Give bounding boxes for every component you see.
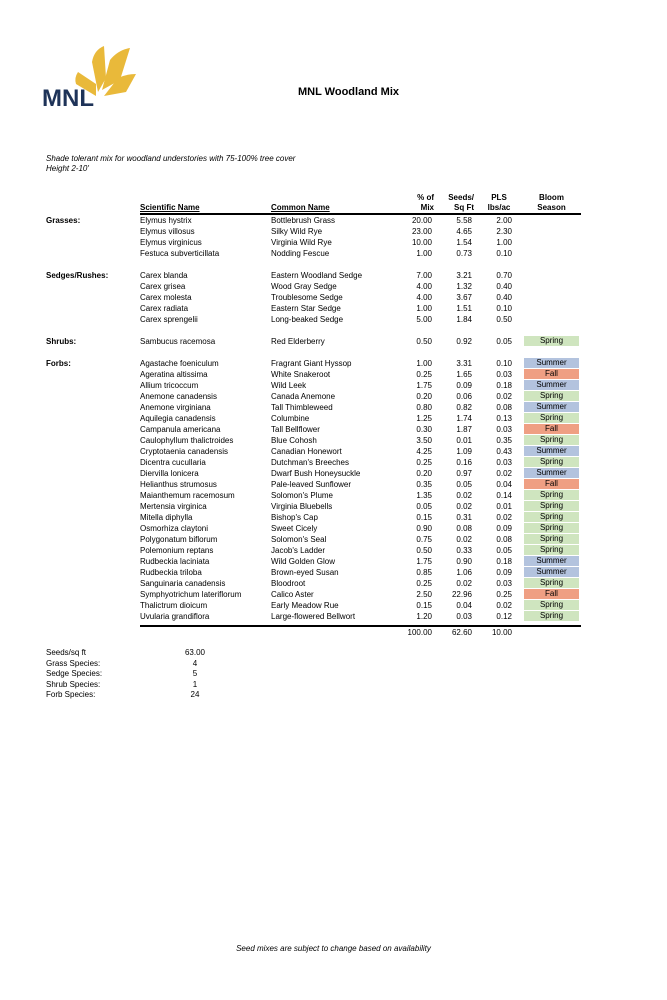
scientific-name: Symphyotrichum lateriflorum	[140, 590, 242, 599]
common-name: Large-flowered Bellwort	[271, 612, 356, 621]
percent-mix: 4.00	[416, 282, 432, 291]
scientific-name: Ageratina altissima	[140, 370, 208, 379]
scientific-name: Sambucus racemosa	[140, 337, 216, 346]
table-row	[0, 435, 667, 446]
pls-lbs-ac: 2.30	[496, 227, 512, 236]
scientific-name: Carex grisea	[140, 282, 186, 291]
bloom-season: Spring	[524, 523, 579, 533]
table-row	[0, 424, 667, 435]
table-row	[0, 589, 667, 600]
footer-note: Seed mixes are subject to change based on availability	[236, 944, 431, 953]
common-name: Canadian Honewort	[271, 447, 342, 456]
pls-lbs-ac: 0.40	[496, 282, 512, 291]
totals-row	[0, 627, 667, 638]
bloom-season: Spring	[524, 512, 579, 522]
scientific-name: Mitella diphylla	[140, 513, 193, 522]
summary-label: Sedge Species:	[46, 669, 103, 678]
pls-lbs-ac: 0.35	[496, 436, 512, 445]
seeds-sq-ft: 3.67	[456, 293, 472, 302]
table-row	[0, 490, 667, 501]
pls-lbs-ac: 0.09	[496, 568, 512, 577]
table-row	[0, 270, 667, 281]
table-row	[0, 578, 667, 589]
common-name: Tall Bellflower	[271, 425, 320, 434]
percent-mix: 0.50	[416, 546, 432, 555]
bloom-season: Spring	[524, 490, 579, 500]
bloom-season: Summer	[524, 468, 579, 478]
percent-mix: 0.25	[416, 458, 432, 467]
table-row	[0, 457, 667, 468]
common-name: Bottlebrush Grass	[271, 216, 336, 225]
table-row	[0, 567, 667, 578]
bloom-season: Summer	[524, 380, 579, 390]
seeds-sq-ft: 0.09	[456, 381, 472, 390]
pls-lbs-ac: 0.10	[496, 249, 512, 258]
seeds-sq-ft: 0.31	[456, 513, 472, 522]
bloom-season: Spring	[524, 600, 579, 610]
pls-lbs-ac: 0.08	[496, 535, 512, 544]
pls-lbs-ac: 0.05	[496, 337, 512, 346]
seeds-sq-ft: 0.92	[456, 337, 472, 346]
table-row	[0, 556, 667, 567]
percent-mix: 1.35	[416, 491, 432, 500]
bloom-season: Fall	[524, 479, 579, 489]
pls-lbs-ac: 0.02	[496, 469, 512, 478]
summary-label: Seeds/sq ft	[46, 648, 87, 657]
bloom-season: Summer	[524, 567, 579, 577]
seeds-sq-ft: 0.02	[456, 579, 472, 588]
percent-mix: 1.75	[416, 557, 432, 566]
group-label: Sedges/Rushes:	[46, 271, 109, 280]
seeds-sq-ft: 0.08	[456, 524, 472, 533]
percent-mix: 0.80	[416, 403, 432, 412]
seeds-sq-ft: 0.03	[456, 612, 472, 621]
percent-mix: 10.00	[411, 238, 432, 247]
summary-label: Forb Species:	[46, 690, 96, 699]
table-row	[0, 523, 667, 534]
table-row	[0, 479, 667, 490]
percent-mix: 0.30	[416, 425, 432, 434]
percent-mix: 0.15	[416, 601, 432, 610]
bloom-season: Spring	[524, 435, 579, 445]
scientific-name: Maianthemum racemosum	[140, 491, 235, 500]
common-name: Blue Cohosh	[271, 436, 317, 445]
seeds-sq-ft: 1.65	[456, 370, 472, 379]
table-row	[0, 446, 667, 457]
common-name: Red Elderberry	[271, 337, 325, 346]
pls-lbs-ac: 0.03	[496, 425, 512, 434]
seeds-sq-ft: 0.90	[456, 557, 472, 566]
group-label: Shrubs:	[46, 337, 77, 346]
header-mix: % of Mix	[417, 193, 434, 212]
percent-mix: 0.15	[416, 513, 432, 522]
percent-mix: 0.85	[416, 568, 432, 577]
pls-lbs-ac: 0.25	[496, 590, 512, 599]
seeds-sq-ft: 0.04	[456, 601, 472, 610]
seeds-sq-ft: 1.54	[456, 238, 472, 247]
common-name: Solomon's Plume	[271, 491, 333, 500]
table-row	[0, 226, 667, 237]
pls-lbs-ac: 0.43	[496, 447, 512, 456]
pls-lbs-ac: 0.02	[496, 513, 512, 522]
common-name: Wood Gray Sedge	[271, 282, 337, 291]
seeds-sq-ft: 0.02	[456, 491, 472, 500]
percent-mix: 0.75	[416, 535, 432, 544]
header-pls: PLS lbs/ac	[487, 193, 511, 212]
bloom-season: Spring	[524, 534, 579, 544]
percent-mix: 0.05	[416, 502, 432, 511]
mnl-logo	[40, 40, 140, 110]
pls-lbs-ac: 0.50	[496, 315, 512, 324]
pls-lbs-ac: 0.05	[496, 546, 512, 555]
scientific-name: Carex radiata	[140, 304, 189, 313]
scientific-name: Elymus hystrix	[140, 216, 192, 225]
seeds-sq-ft: 0.06	[456, 392, 472, 401]
scientific-name: Caulophyllum thalictroides	[140, 436, 234, 445]
scientific-name: Thalictrum dioicum	[140, 601, 208, 610]
pls-lbs-ac: 0.14	[496, 491, 512, 500]
scientific-name: Uvularia grandiflora	[140, 612, 210, 621]
scientific-name: Anemone virginiana	[140, 403, 211, 412]
seeds-sq-ft: 3.21	[456, 271, 472, 280]
percent-mix: 1.00	[416, 304, 432, 313]
scientific-name: Rudbeckia triloba	[140, 568, 202, 577]
seeds-sq-ft: 4.65	[456, 227, 472, 236]
percent-mix: 7.00	[416, 271, 432, 280]
total-seeds: 62.60	[451, 628, 472, 637]
percent-mix: 0.20	[416, 469, 432, 478]
scientific-name: Aquilegia canadensis	[140, 414, 216, 423]
common-name: Early Meadow Rue	[271, 601, 339, 610]
scientific-name: Carex molesta	[140, 293, 192, 302]
table-row	[0, 545, 667, 556]
bloom-season: Fall	[524, 369, 579, 379]
table-row	[0, 611, 667, 622]
percent-mix: 5.00	[416, 315, 432, 324]
mix-description	[46, 154, 295, 174]
pls-lbs-ac: 0.03	[496, 579, 512, 588]
bloom-season: Spring	[524, 578, 579, 588]
percent-mix: 1.00	[416, 359, 432, 368]
table-row	[0, 248, 667, 259]
bloom-season: Summer	[524, 402, 579, 412]
common-name: Eastern Woodland Sedge	[271, 271, 363, 280]
bloom-season: Spring	[524, 336, 579, 346]
seeds-sq-ft: 0.73	[456, 249, 472, 258]
table-row	[0, 292, 667, 303]
scientific-name: Diervilla lonicera	[140, 469, 199, 478]
common-name: White Snakeroot	[271, 370, 331, 379]
header-scientific: Scientific Name	[140, 203, 200, 212]
header-bloom: Bloom Season	[537, 193, 566, 212]
seeds-sq-ft: 0.05	[456, 480, 472, 489]
scientific-name: Dicentra cucullaria	[140, 458, 206, 467]
summary-value: 4	[192, 658, 198, 668]
percent-mix: 0.90	[416, 524, 432, 533]
common-name: Sweet Cicely	[271, 524, 318, 533]
percent-mix: 1.75	[416, 381, 432, 390]
scientific-name: Sanguinaria canadensis	[140, 579, 226, 588]
table-row	[0, 391, 667, 402]
table-row	[0, 358, 667, 369]
description-line: Shade tolerant mix for woodland understories with 75-100% tree cover	[46, 154, 296, 163]
common-name: Jacob's Ladder	[271, 546, 326, 555]
table-row	[0, 468, 667, 479]
common-name: Virginia Wild Rye	[271, 238, 332, 247]
pls-lbs-ac: 0.18	[496, 381, 512, 390]
summary-label: Grass Species:	[46, 658, 101, 668]
table-row	[0, 600, 667, 611]
table-row	[0, 215, 667, 226]
scientific-name: Mertensia virginica	[140, 502, 207, 511]
common-name: Canada Anemone	[271, 392, 336, 401]
table-row	[0, 281, 667, 292]
common-name: Virginia Bluebells	[271, 502, 333, 511]
pls-lbs-ac: 0.10	[496, 359, 512, 368]
group-label: Forbs:	[46, 359, 71, 368]
scientific-name: Cryptotaenia canadensis	[140, 447, 229, 456]
logo-text: MNL	[42, 85, 94, 110]
pls-lbs-ac: 2.00	[496, 216, 512, 225]
bloom-season: Spring	[524, 545, 579, 555]
table-row	[0, 303, 667, 314]
seeds-sq-ft: 1.74	[456, 414, 472, 423]
total-pls: 10.00	[491, 628, 512, 637]
scientific-name: Osmorhiza claytoni	[140, 524, 209, 533]
percent-mix: 1.25	[416, 414, 432, 423]
bloom-season: Fall	[524, 424, 579, 434]
percent-mix: 4.00	[416, 293, 432, 302]
scientific-name: Carex sprengelii	[140, 315, 198, 324]
common-name: Nodding Fescue	[271, 249, 330, 258]
seeds-sq-ft: 5.58	[456, 216, 472, 225]
pls-lbs-ac: 0.02	[496, 601, 512, 610]
pls-lbs-ac: 1.00	[496, 238, 512, 247]
pls-lbs-ac: 0.04	[496, 480, 512, 489]
percent-mix: 0.35	[416, 480, 432, 489]
bloom-season: Spring	[524, 457, 579, 467]
common-name: Tall Thimbleweed	[271, 403, 333, 412]
pls-lbs-ac: 0.03	[496, 458, 512, 467]
common-name: Fragrant Giant Hyssop	[271, 359, 352, 368]
seeds-sq-ft: 0.02	[456, 502, 472, 511]
header-common: Common Name	[271, 203, 330, 212]
table-row	[0, 501, 667, 512]
summary-value: 5	[192, 669, 198, 678]
percent-mix: 3.50	[416, 436, 432, 445]
scientific-name: Allium tricoccum	[140, 381, 199, 390]
seeds-sq-ft: 3.31	[456, 359, 472, 368]
header-seeds: Seeds/ Sq Ft	[448, 193, 474, 212]
pls-lbs-ac: 0.09	[496, 524, 512, 533]
seeds-sq-ft: 1.06	[456, 568, 472, 577]
pls-lbs-ac: 0.70	[496, 271, 512, 280]
scientific-name: Anemone canadensis	[140, 392, 217, 401]
summary-value: 24	[190, 690, 200, 699]
bloom-season: Fall	[524, 589, 579, 599]
pls-lbs-ac: 0.01	[496, 502, 512, 511]
pls-lbs-ac: 0.03	[496, 370, 512, 379]
common-name: Wild Leek	[271, 381, 307, 390]
seeds-sq-ft: 0.33	[456, 546, 472, 555]
seeds-sq-ft: 1.51	[456, 304, 472, 313]
common-name: Columbine	[271, 414, 310, 423]
common-name: Calico Aster	[271, 590, 314, 599]
page-title: MNL Woodland Mix	[297, 86, 400, 98]
table-row	[0, 237, 667, 248]
bloom-season: Summer	[524, 358, 579, 368]
scientific-name: Polemonium reptans	[140, 546, 214, 555]
percent-mix: 1.00	[416, 249, 432, 258]
common-name: Bloodroot	[271, 579, 306, 588]
description-line: Height 2-10'	[46, 164, 89, 173]
pls-lbs-ac: 0.13	[496, 414, 512, 423]
table-row	[0, 369, 667, 380]
bloom-season: Summer	[524, 446, 579, 456]
percent-mix: 2.50	[416, 590, 432, 599]
seeds-sq-ft: 0.01	[456, 436, 472, 445]
scientific-name: Agastache foeniculum	[140, 359, 219, 368]
percent-mix: 0.25	[416, 370, 432, 379]
pls-lbs-ac: 0.08	[496, 403, 512, 412]
percent-mix: 0.25	[416, 579, 432, 588]
common-name: Solomon's Seal	[271, 535, 327, 544]
table-row	[0, 534, 667, 545]
scientific-name: Campanula americana	[140, 425, 221, 434]
bloom-season: Spring	[524, 391, 579, 401]
common-name: Dutchman's Breeches	[271, 458, 350, 467]
table-row	[0, 314, 667, 325]
common-name: Troublesome Sedge	[271, 293, 343, 302]
scientific-name: Helianthus strumosus	[140, 480, 217, 489]
bloom-season: Spring	[524, 413, 579, 423]
scientific-name: Polygonatum biflorum	[140, 535, 218, 544]
table-row	[0, 336, 667, 347]
table-row	[0, 380, 667, 391]
seeds-sq-ft: 0.97	[456, 469, 472, 478]
total-mix: 100.00	[407, 628, 432, 637]
scientific-name: Festuca subverticillata	[140, 249, 220, 258]
pls-lbs-ac: 0.10	[496, 304, 512, 313]
table-row	[0, 402, 667, 413]
common-name: Brown-eyed Susan	[271, 568, 339, 577]
percent-mix: 4.25	[416, 447, 432, 456]
seeds-sq-ft: 0.02	[456, 535, 472, 544]
seeds-sq-ft: 1.09	[456, 447, 472, 456]
seeds-sq-ft: 1.84	[456, 315, 472, 324]
seeds-sq-ft: 0.82	[456, 403, 472, 412]
seeds-sq-ft: 22.96	[451, 590, 472, 599]
seeds-sq-ft: 0.16	[456, 458, 472, 467]
scientific-name: Elymus virginicus	[140, 238, 202, 247]
table-row	[0, 512, 667, 523]
bloom-season: Spring	[524, 611, 579, 621]
common-name: Silky Wild Rye	[271, 227, 323, 236]
pls-lbs-ac: 0.40	[496, 293, 512, 302]
scientific-name: Rudbeckia laciniata	[140, 557, 210, 566]
group-label: Grasses:	[46, 216, 81, 225]
scientific-name: Elymus villosus	[140, 227, 195, 236]
bloom-season: Spring	[524, 501, 579, 511]
pls-lbs-ac: 0.02	[496, 392, 512, 401]
percent-mix: 1.20	[416, 612, 432, 621]
common-name: Eastern Star Sedge	[271, 304, 341, 313]
percent-mix: 0.50	[416, 337, 432, 346]
percent-mix: 23.00	[411, 227, 432, 236]
seeds-sq-ft: 1.32	[456, 282, 472, 291]
summary-label: Shrub Species:	[46, 679, 101, 689]
pls-lbs-ac: 0.18	[496, 557, 512, 566]
summary-value: 63.00	[184, 648, 206, 657]
summary-value: 1	[192, 679, 198, 689]
common-name: Bishop's Cap	[271, 513, 318, 522]
bloom-season: Summer	[524, 556, 579, 566]
seeds-sq-ft: 1.87	[456, 425, 472, 434]
percent-mix: 20.00	[411, 216, 432, 225]
percent-mix: 0.20	[416, 392, 432, 401]
common-name: Long-beaked Sedge	[271, 315, 344, 324]
common-name: Dwarf Bush Honeysuckle	[271, 469, 361, 478]
pls-lbs-ac: 0.12	[496, 612, 512, 621]
common-name: Wild Golden Glow	[271, 557, 336, 566]
scientific-name: Carex blanda	[140, 271, 188, 280]
table-row	[0, 413, 667, 424]
common-name: Pale-leaved Sunflower	[271, 480, 352, 489]
